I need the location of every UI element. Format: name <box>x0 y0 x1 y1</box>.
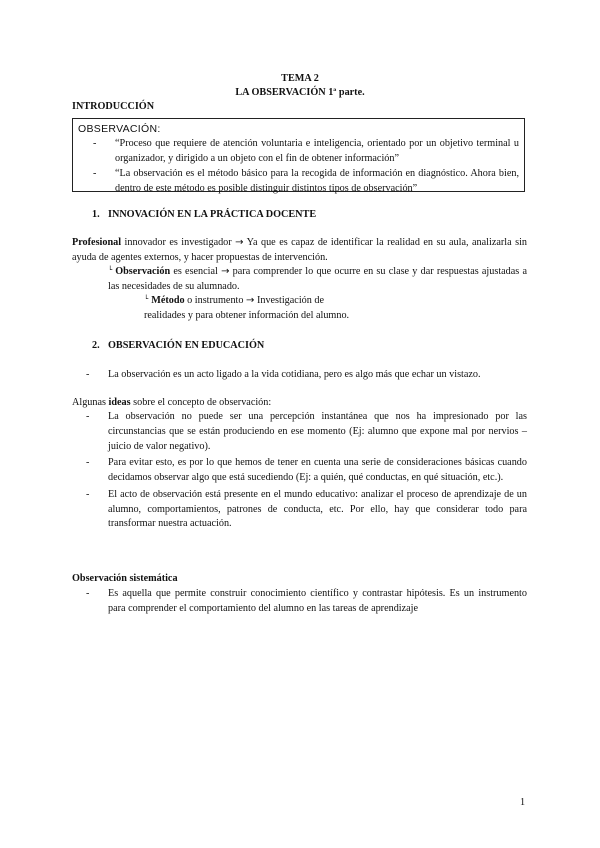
observation-definition-box <box>72 118 525 192</box>
list-item-text: La observación es un acto ligado a la vida cotidiana, pero es algo más que echar un vistazo. <box>108 369 481 380</box>
dash-bullet: - <box>93 138 97 150</box>
section2-bullet-list <box>86 368 527 385</box>
dash-bullet: - <box>86 488 90 500</box>
list-item-text: Para evitar esto, es por lo que hemos de tener en cuenta una serie de consideraciones básicas cuando decidamos observar algo que está sucediendo (Ej: a quién, qué conductas, en qué situación, etc.). <box>108 457 527 484</box>
definition-item <box>78 137 519 167</box>
section1-number: 1. <box>92 209 100 220</box>
right-arrow-icon: → <box>221 266 230 277</box>
subpoint-text: es esencial <box>170 266 222 277</box>
dash-bullet: - <box>93 167 97 179</box>
list-item <box>86 587 527 617</box>
subpoint-text: Investigación de <box>254 295 324 306</box>
subpoint-arrow-icon: └ <box>144 295 149 303</box>
intro-heading: INTRODUCCIÓN <box>72 101 155 112</box>
metodo-term: Método <box>151 295 185 306</box>
ideas-text: sobre el concepto de observación: <box>130 397 272 408</box>
section1-title: INNOVACIÓN EN LA PRÁCTICA DOCENTE <box>108 209 317 220</box>
list-item-text: Es aquella que permite construir conocimiento científico y contrastar hipótesis. Es un instrumento para comprender el comportamiento del alumno en las tareas de aprendizaje <box>108 588 527 614</box>
ideas-intro <box>72 396 271 411</box>
ideas-term: ideas <box>108 397 131 408</box>
dash-bullet: - <box>86 411 90 422</box>
section2-number: 2. <box>92 340 100 351</box>
paragraph-text: innovador es investigador <box>121 237 236 248</box>
list-item <box>86 488 527 532</box>
observacion-subpoint <box>108 265 527 295</box>
dash-bullet: - <box>86 369 90 380</box>
metodo-subpoint <box>144 294 324 309</box>
metodo-continuation: realidades y para obtener información del alumno. <box>144 310 350 321</box>
list-item <box>86 456 527 486</box>
subpoint-arrow-icon: └ <box>108 266 113 274</box>
subpoint-text: para comprender lo que ocurre en su clase y dar respuestas ajustadas a las necesidades de su alumnado. <box>108 266 527 292</box>
profesional-term: Profesional <box>72 237 122 248</box>
dash-bullet: - <box>86 457 90 469</box>
ideas-list <box>86 410 527 534</box>
observacion-term: Observación <box>115 266 171 277</box>
dash-bullet: - <box>86 588 90 599</box>
right-arrow-icon: → <box>235 237 244 248</box>
systematic-heading: Observación sistemática <box>72 573 178 584</box>
list-item-text: El acto de observación está presente en el mundo educativo: analizar el proceso de aprendizaje de un alumno, comportamientos, patrones de conducta, etc. Por ello, hay que considerar todo para transformar nuestra actuación. <box>108 488 527 530</box>
subpoint-text: o instrumento <box>184 295 247 306</box>
page-number: 1 <box>520 797 526 808</box>
definition-text: “La observación es el método básico para la recogida de información en diagnóstico. Ahora bien, dentro de este método es posible distinguir distintos tipos de observación” <box>115 167 519 194</box>
definition-text: “Proceso que requiere de atención voluntaria e inteligencia, orientado por un objetivo terminal u organizador, y dirigido a un objeto con el fin de obtener información” <box>115 138 519 164</box>
right-arrow-icon: → <box>246 295 255 306</box>
box-title: OBSERVACIÓN: <box>78 123 161 135</box>
doc-subtitle: LA OBSERVACIÓN 1ª parte. <box>235 87 365 98</box>
definition-item <box>78 167 519 197</box>
paragraph-text: Ya que es capaz de identificar la realidad en su aula, analizarla sin ayuda de agentes externos, y hacer propuestas de intervención. <box>72 237 527 263</box>
list-item <box>86 368 527 383</box>
systematic-list <box>86 587 527 619</box>
section1-paragraph <box>72 236 527 266</box>
section2-title: OBSERVACIÓN EN EDUCACIÓN <box>108 340 265 351</box>
ideas-text: Algunas <box>72 397 109 408</box>
doc-title: TEMA 2 <box>281 73 319 84</box>
list-item <box>86 410 527 454</box>
list-item-text: La observación no puede ser una percepción instantánea que nos ha impresionado por las circunstancias que se están produciendo en ese momento (Ej: alumno que expone mal por nervios – juicio de valor negativo). <box>108 411 527 452</box>
